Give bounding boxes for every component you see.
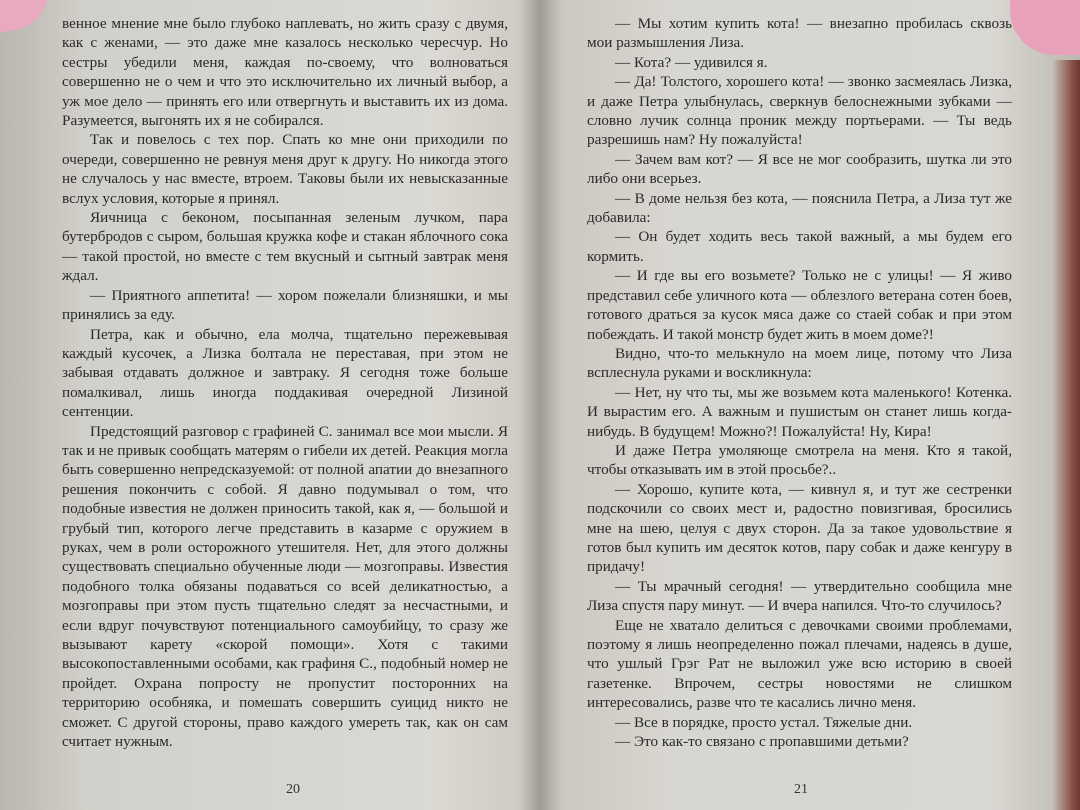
paragraph: — Кота? — удивился я. bbox=[615, 53, 768, 71]
left-page bbox=[62, 14, 508, 751]
paragraph: — Это как-то связано с пропавшими детьми? bbox=[615, 733, 909, 751]
paragraph: И даже Петра умоляюще смотрела на меня. Кто я такой, чтобы отказывать им в этой просьбе?.. bbox=[587, 441, 1012, 479]
paragraph: Предстоящий разговор с графиней С. занимал все мои мысли. Я так и не привык сообщать матерям о гибели их детей. Реакция могла быть совершенно непредсказуемой: от полной апатии до внезапного решения покончить с собой. Я давно подумывал о том, что подобные известия не должен приносить такой, как я, — большой и грубый тип, которого легче представить в казарме с оружием в руках, чем в роли осторожного утешителя. Нет, для этого должны существовать специально обученные люди — мозгоправы. Известия подобного толка обязаны подаваться со всей деликатностью, а мозгоправы при этом пусть тщательно следят за несчастными, и если вдруг почувствуют потенциального самоубийцу, то сразу же вызывают карету «скорой помощи». Хотя с такими высокопоставленными особами, как графиня С., подобный номер не пройдет. Охрана попросту не пропустит посторонних на территорию особняка, и помешать совершить суицид никто не сможет. С другой стороны, право каждого умереть так, как он сам считает нужным. bbox=[62, 422, 508, 751]
paragraph: — В доме нельзя без кота, — пояснила Петра, а Лиза тут же добавила: bbox=[587, 189, 1012, 227]
page-number: 21 bbox=[794, 782, 808, 797]
paragraph: — Приятного аппетита! — хором пожелали близняшки, и мы принялись за еду. bbox=[62, 286, 508, 324]
paragraph: Так и повелось с тех пор. Спать ко мне они приходили по очереди, совершенно не ревнуя меня друг к другу. Но никогда этого не случалось у нас вместе, втроем. Таковы были их невысказанные вслух условия, которые я принял. bbox=[62, 131, 508, 207]
paragraph: Яичница с беконом, посыпанная зеленым лучком, пара бутербродов с сыром, большая кружка кофе и стакан яблочного сока — такой простой, но вместе с тем вкусный и сытный завтрак меня ждал. bbox=[62, 209, 508, 285]
paragraph: — Нет, ну что ты, мы же возьмем кота маленького! Котенка. И вырастим его. А важным и пушистым он станет лишь когда-нибудь. В будущем! Можно?! Пожалуйста! Ну, Кира! bbox=[587, 383, 1012, 440]
right-page bbox=[587, 14, 1012, 751]
pink-object-corner bbox=[0, 0, 53, 35]
paragraph: Еще не хватало делиться с девочками своими проблемами, поэтому я лишь неопределенно пожал плечами, надеясь в душе, что ушлый Грэг Рат не выложил уже всю историю в своей газетенке. Впрочем, сестры новостями не слишком интересовались, разве что те касались лично меня. bbox=[587, 616, 1012, 712]
paragraph: — Ты мрачный сегодня! — утвердительно сообщила мне Лиза спустя пару минут. — И вчера напился. Что-то случилось? bbox=[587, 577, 1012, 615]
paragraph: венное мнение мне было глубоко наплевать, но жить сразу с двумя, как с женами, — это даже мне казалось несколько чересчур. Но сестры убедили меня, каждая по-своему, что волноваться совершенно не о чем и что это исключительно их личный выбор, а уж мое дело — принять его или отвергнуть и выставить их из дома. Разумеется, выгонять их я не собирался. bbox=[62, 15, 508, 130]
book-edge bbox=[1052, 60, 1080, 810]
pink-object-corner bbox=[1010, 0, 1080, 55]
paragraph: — Мы хотим купить кота! — внезапно пробилась сквозь мои размышления Лиза. bbox=[587, 15, 1012, 52]
paragraph: Видно, что-то мелькнуло на моем лице, потому что Лиза всплеснула руками и воскликнула: bbox=[587, 344, 1012, 382]
paragraph: Петра, как и обычно, ела молча, тщательно пережевывая каждый кусочек, а Лизка болтала не переставая, при этом не забывая отдавать должное и завтраку. Я сегодня тоже больше помалкивал, лишь иногда поддакивая очередной Лизиной сентенции. bbox=[62, 325, 508, 421]
paragraph: — Зачем вам кот? — Я все не мог сообразить, шутка ли это либо они всерьез. bbox=[587, 150, 1012, 188]
paragraph: — И где вы его возьмете? Только не с улицы! — Я живо представил себе уличного кота — облезлого ветерана сотен боев, готового драться за кусок мяса даже со стаей собак и при этом побеждать. И такой монстр будет жить в моем доме?! bbox=[587, 267, 1012, 343]
paragraph: — Все в порядке, просто устал. Тяжелые дни. bbox=[615, 713, 913, 731]
paragraph: — Он будет ходить весь такой важный, а мы будем его кормить. bbox=[587, 228, 1012, 265]
paragraph: — Да! Толстого, хорошего кота! — звонко засмеялась Лизка, и даже Петра улыбнулась, сверкнув белоснежными зубками — словно лучик солнца проник между портьерами. — Ты ведь разрешишь нам? Ну пожалуйста! bbox=[587, 73, 1012, 149]
paragraph: — Хорошо, купите кота, — кивнул я, и тут же сестренки подскочили со своих мест и, радостно повизгивая, бросились мне на шею, целуя с двух сторон. Да за такое удовольствие я готов был купить им десяток котов, пару собак и даже кенгуру в придачу! bbox=[587, 480, 1012, 576]
page-number: 20 bbox=[286, 782, 300, 797]
